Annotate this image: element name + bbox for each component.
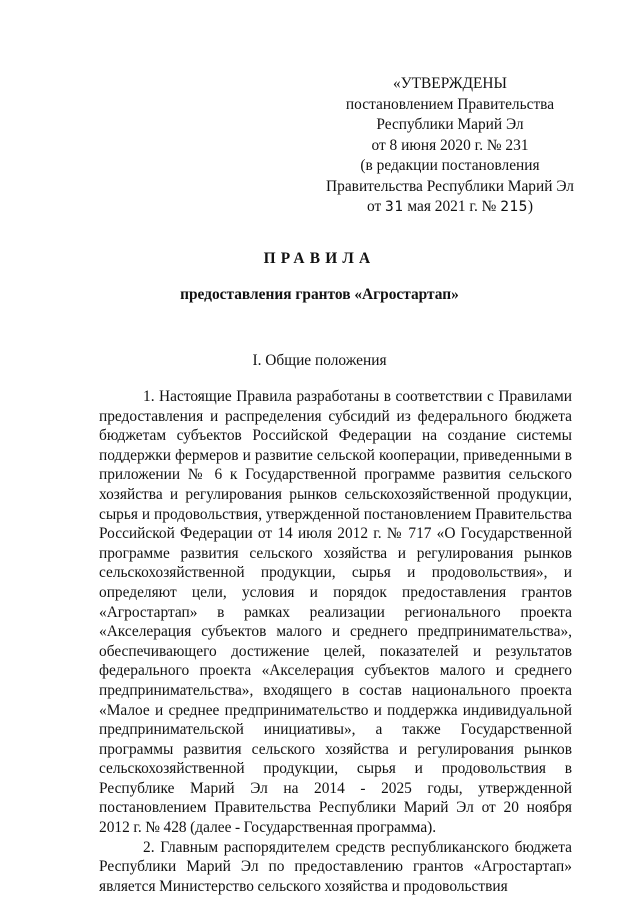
approval-line-government: Правительства Республики Марий Эл: [326, 177, 574, 195]
document-title: ПРАВИЛА: [263, 250, 376, 267]
approval-line-revision: (в редакции постановления: [360, 157, 540, 174]
paragraph-1: 1. Настоящие Правила разработаны в соответствии с Правилами предоставления и распределения субсидий из федерального бюджета бюджетам субъектов Российской Федерации на создание системы поддержки фермеров и развитие сельской кооперации, приведенными в приложении № 6 к Государственной программе развития сельского хозяйства и регулирования рынков сельскохозяйственной продукции, сырья и продовольствия, утвержденной постановлением Правительства Российской Федерации от 14 июля 2012 г. № 717 «О Государственной программе развития сельского хозяйства и регулирования рынков сельскохозяйственной продукции, сырья и продовольствия», и определяют цели, условия и порядок предоставления грантов «Агростартап» в рамках реализации регионального проекта «Акселерация субъектов малого и среднего предпринимательства», обеспечивающего достижение целей, показателей и результатов федерального проекта «Акселерация субъектов малого и среднего предпринимательства», входящего в состав национального проекта «Малое и среднее предпринимательство и поддержка индивидуальной предпринимательской инициативы», а также Государственной программы развития сельского хозяйства и регулирования рынков сельскохозяйственной продукции, сырья и продовольствия в Республике Марий Эл на 2014 - 2025 годы, утвержденной постановлением Правительства Республики Марий Эл от 20 ноября 2012 г. № 428 (далее - Государственная программа).: [99, 388, 572, 837]
revision-date-month-year: мая 2021 г. №: [407, 198, 497, 215]
approval-line-decree: постановлением Правительства: [345, 95, 555, 113]
document-subtitle: предоставления грантов «Агростартап»: [180, 286, 459, 303]
revision-date-suffix: ): [527, 198, 534, 215]
approval-line-republic: Республики Марий Эл: [376, 116, 524, 133]
approval-line-revision-date: [300, 197, 600, 218]
approval-line-approved: «УТВЕРЖДЕНЫ: [393, 75, 507, 92]
paragraph-2: 2. Главным распорядителем средств республиканского бюджета Республики Марий Эл по предоставлению грантов «Агростартап» является Министерство сельского хозяйства и продовольствия: [99, 838, 572, 895]
section-heading: I. Общие положения: [252, 352, 387, 369]
revision-date-prefix: от: [366, 198, 382, 215]
approval-line-date: от 8 июня 2020 г. № 231: [371, 136, 529, 154]
revision-date-number: 215: [500, 199, 528, 215]
document-body: [99, 387, 572, 896]
approval-stamp-block: [300, 74, 600, 218]
revision-date-day: 31: [385, 199, 404, 215]
